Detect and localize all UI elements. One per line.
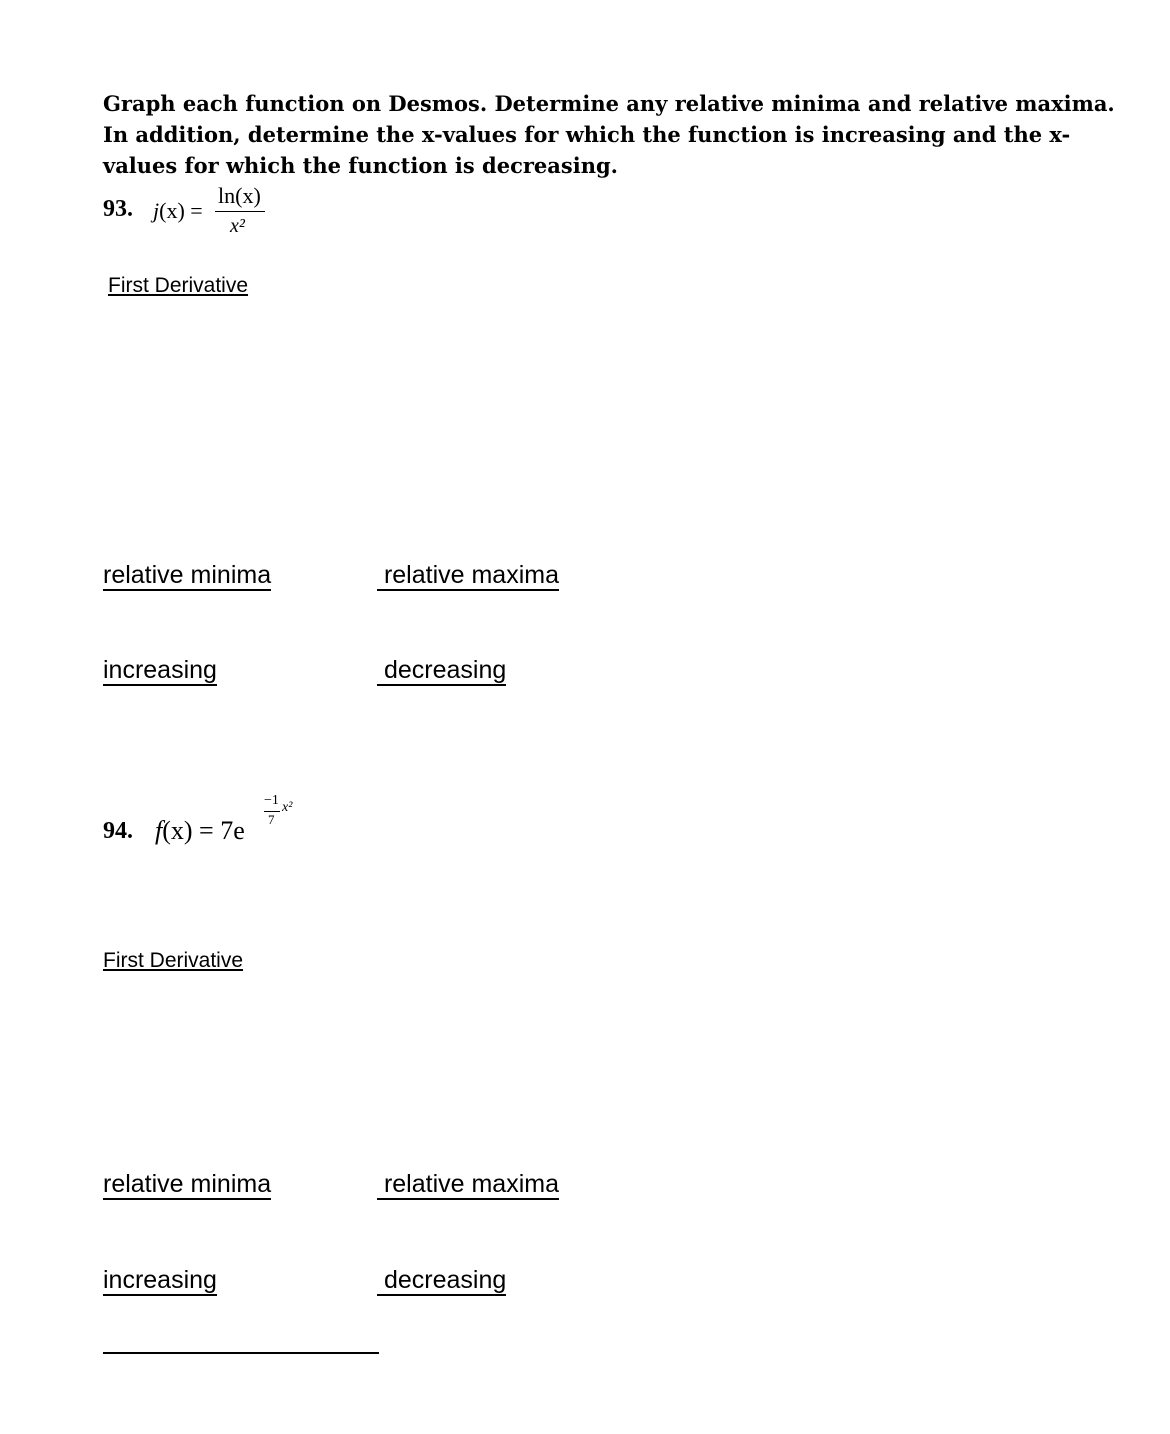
problem-93-numerator: ln(x) — [218, 183, 261, 208]
problem-93-increasing-label: increasing — [103, 656, 217, 684]
problem-93-relative-minima-label: relative minima — [103, 561, 272, 589]
problem-94-function-arg: (x) = 7e — [162, 816, 245, 845]
problem-93-function-lhs — [153, 198, 203, 224]
problem-93-fraction-bar — [215, 211, 265, 212]
problem-94-relative-minima-label: relative minima — [103, 1170, 272, 1198]
answer-blank-line — [103, 1352, 379, 1354]
problem-93-decreasing-label: decreasing — [377, 656, 507, 684]
problem-93-number: 93. — [103, 196, 133, 222]
problem-94-increasing-label: increasing — [103, 1266, 217, 1294]
instructions-text: Graph each function on Desmos. Determine any relative minima and relative maxima. In addition, determine the x-values for which the function is increasing and the x-values for which the function is decreasing. — [103, 91, 1115, 178]
problem-93-denominator: x² — [230, 215, 245, 237]
problem-94-exponent-denominator: 7 — [268, 812, 275, 827]
problem-93-relative-maxima-label: relative maxima — [377, 561, 559, 589]
problem-94-function-name: f — [155, 816, 163, 845]
problem-94-function-lhs — [155, 816, 245, 846]
problem-93-function-name: j — [153, 198, 160, 223]
problem-94-first-derivative-label: First Derivative — [103, 949, 244, 972]
problem-94-number: 94. — [103, 818, 133, 844]
problem-94-decreasing-label: decreasing — [377, 1266, 507, 1294]
problem-94-exponent-numerator: −1 — [264, 793, 279, 808]
problem-94-exponent-variable: x² — [282, 800, 293, 815]
problem-93-function-arg: (x) = — [159, 198, 203, 223]
problem-94-relative-maxima-label: relative maxima — [377, 1170, 559, 1198]
problem-93-first-derivative-label: First Derivative — [108, 274, 249, 297]
